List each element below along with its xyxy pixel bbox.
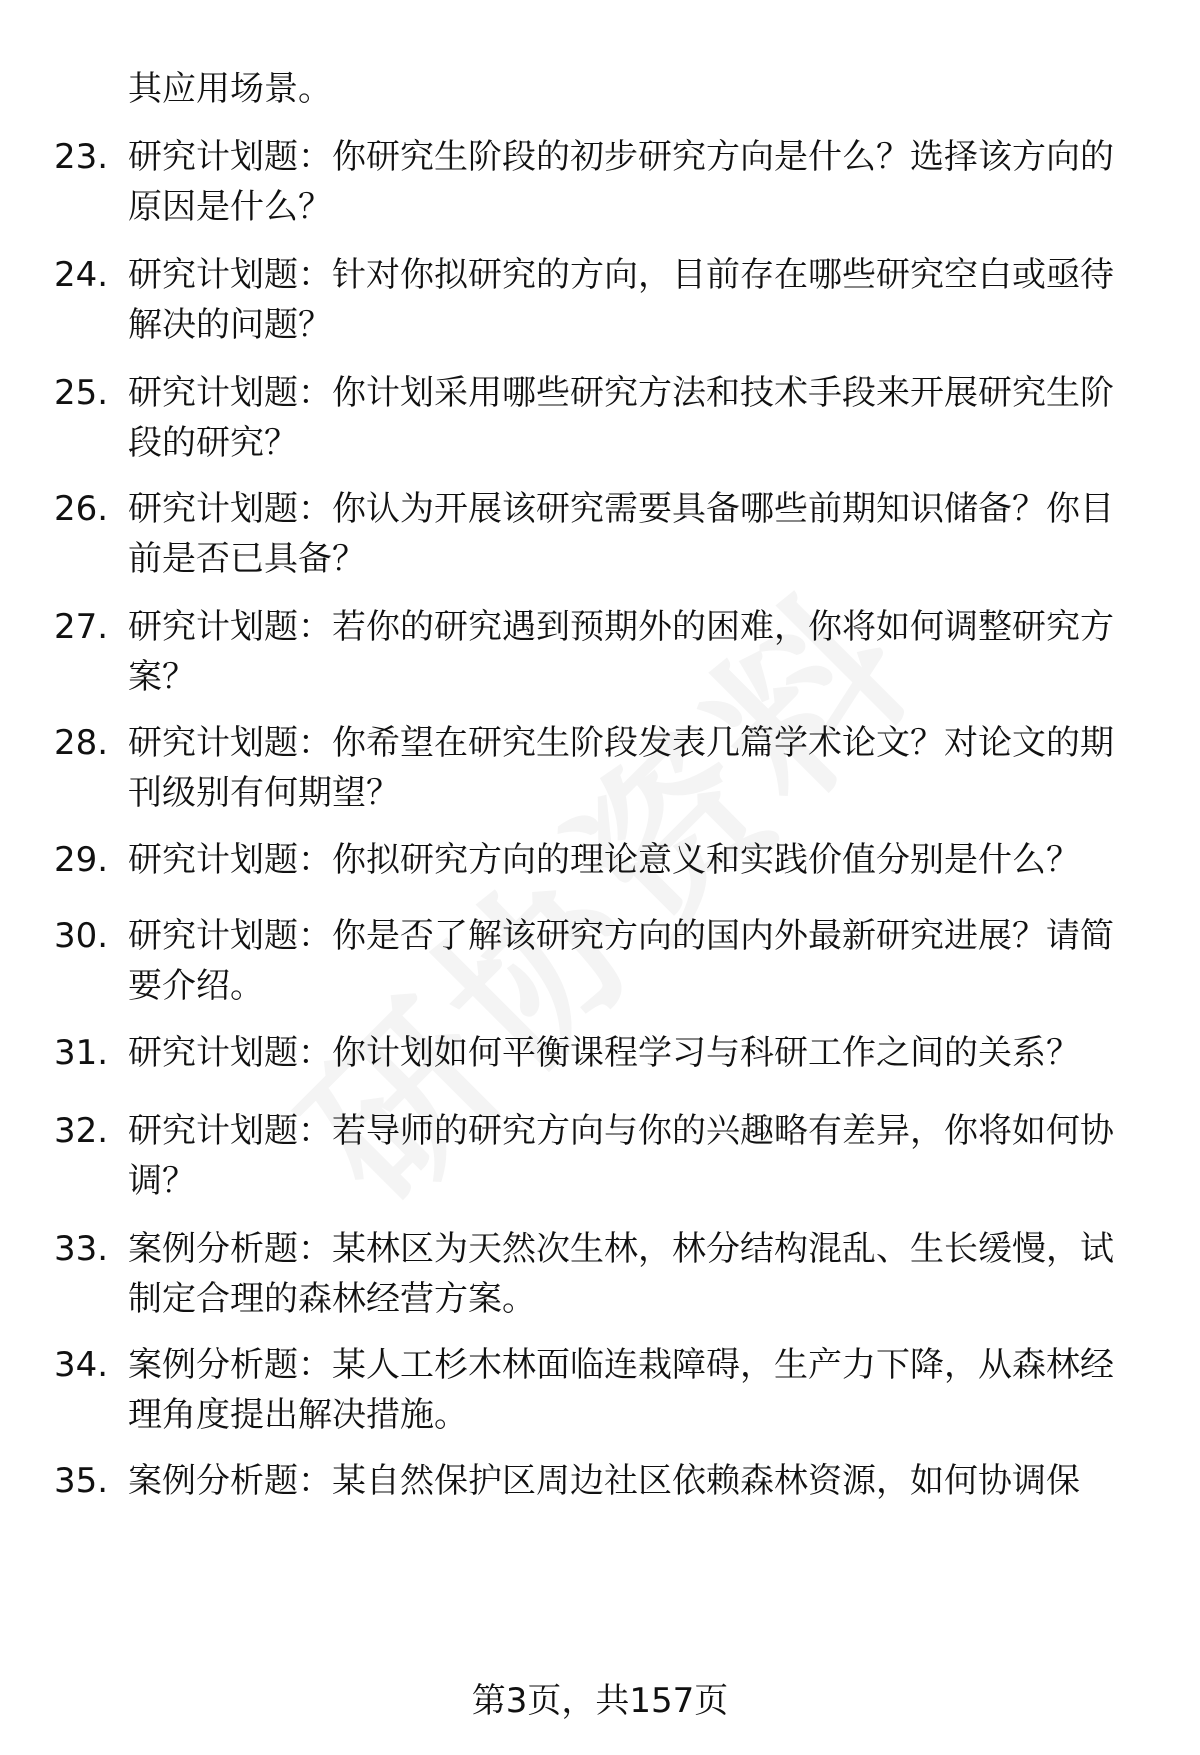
question-number: 24. [54,255,109,295]
question-number: 23. [54,137,109,177]
question-number: 31. [54,1033,109,1073]
page-footer: 第3页，共157页 [471,1681,729,1721]
question-text: 案例分析题：某自然保护区周边社区依赖森林资源，如何协调保 [128,1461,1080,1501]
question-text: 案例分析题：某林区为天然次生林，林分结构混乱、生长缓慢，试制定合理的森林经营方案。 [128,1229,1114,1319]
question-text: 研究计划题：你拟研究方向的理论意义和实践价值分别是什么？ [128,840,1080,880]
question-text: 案例分析题：某人工杉木林面临连栽障碍，生产力下降，从森林经理角度提出解决措施。 [128,1345,1114,1435]
question-number: 29. [54,840,109,880]
question-number: 26. [54,489,109,529]
question-text: 研究计划题：你计划如何平衡课程学习与科研工作之间的关系？ [128,1033,1080,1073]
question-number: 35. [54,1461,109,1501]
question-text: 研究计划题：你是否了解该研究方向的国内外最新研究进展？请简要介绍。 [128,916,1114,1006]
question-number: 33. [54,1229,109,1269]
question-text: 研究计划题：若你的研究遇到预期外的困难，你将如何调整研究方案？ [128,607,1114,697]
question-number: 28. [54,723,109,763]
question-number: 27. [54,607,109,647]
question-text: 研究计划题：若导师的研究方向与你的兴趣略有差异，你将如何协调？ [128,1111,1114,1201]
question-text: 研究计划题：你计划采用哪些研究方法和技术手段来开展研究生阶段的研究？ [128,373,1114,463]
question-number: 32. [54,1111,109,1151]
question-text: 研究计划题：针对你拟研究的方向，目前存在哪些研究空白或亟待解决的问题？ [128,255,1114,345]
continuation-text: 其应用场景。 [128,69,332,109]
question-number: 30. [54,916,109,956]
question-number: 34. [54,1345,109,1385]
question-text: 研究计划题：你认为开展该研究需要具备哪些前期知识储备？你目前是否已具备？ [128,489,1114,579]
question-number: 25. [54,373,109,413]
question-text: 研究计划题：你研究生阶段的初步研究方向是什么？选择该方向的原因是什么？ [128,137,1114,227]
question-text: 研究计划题：你希望在研究生阶段发表几篇学术论文？对论文的期刊级别有何期望？ [128,723,1114,813]
